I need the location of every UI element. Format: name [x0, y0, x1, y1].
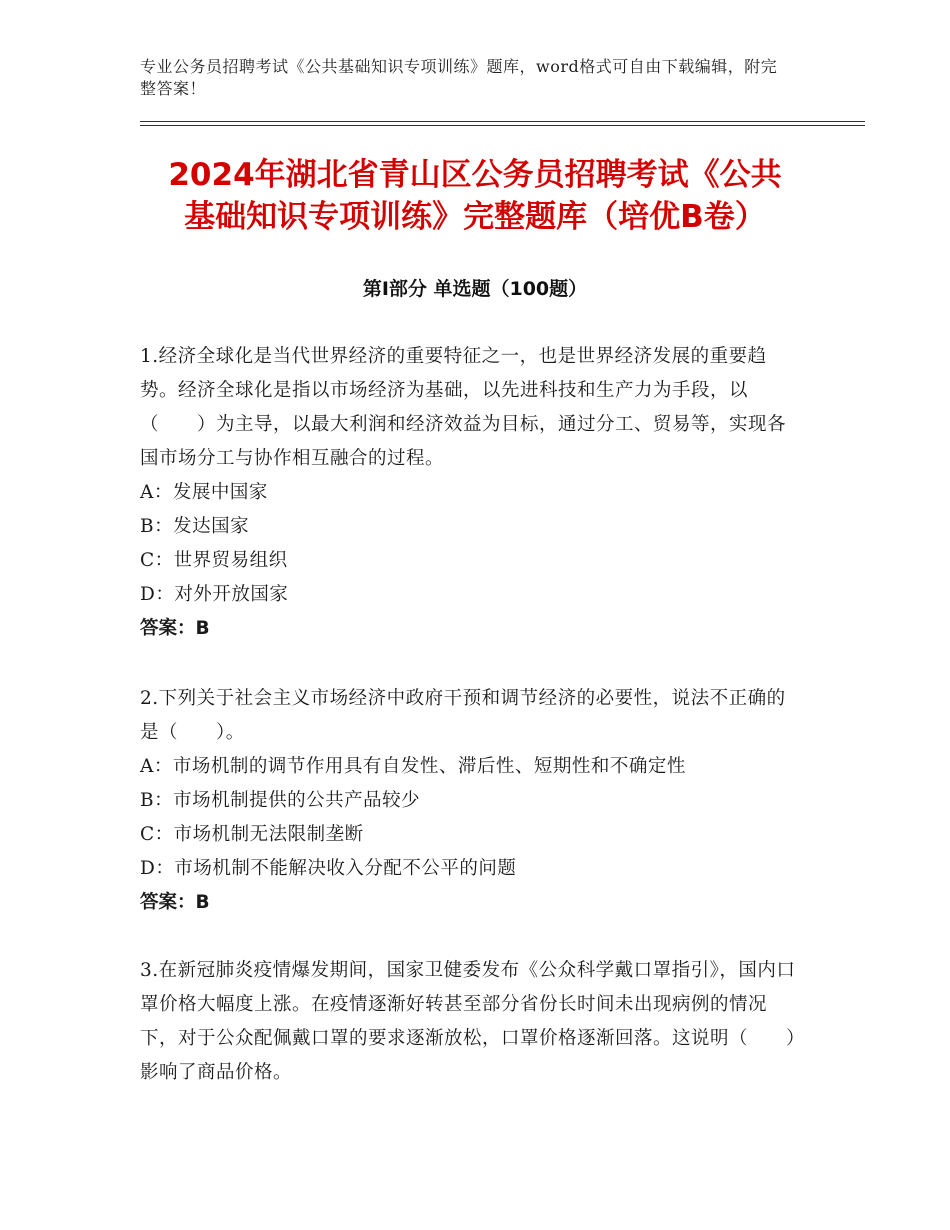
title-line-1: 2024年湖北省青山区公务员招聘考试《公共: [168, 157, 782, 193]
option-b: B：发达国家: [140, 516, 250, 537]
option-c: C：市场机制无法限制垄断: [140, 824, 364, 845]
option-c: C：世界贸易组织: [140, 550, 288, 571]
answer: 答案：B: [140, 892, 210, 913]
header-rule-top: [140, 121, 865, 122]
option-b: B：市场机制提供的公共产品较少: [140, 790, 421, 811]
question-1: [140, 340, 800, 646]
header-rule-bottom: [140, 125, 865, 126]
option-d: D：对外开放国家: [140, 584, 289, 605]
answer: 答案：B: [140, 618, 210, 639]
question-stem: 2.下列关于社会主义市场经济中政府干预和调节经济的必要性，说法不正确的是（ ）。: [140, 688, 786, 743]
question-3: [140, 954, 800, 1090]
title-line-2: 基础知识专项训练》完整题库（培优B卷）: [184, 199, 766, 235]
option-a: A：发展中国家: [140, 482, 268, 503]
option-a: A：市场机制的调节作用具有自发性、滞后性、短期性和不确定性: [140, 756, 686, 777]
option-d: D：市场机制不能解决收入分配不公平的问题: [140, 858, 517, 879]
document-title: [100, 154, 850, 238]
question-stem: 3.在新冠肺炎疫情爆发期间，国家卫健委发布《公众科学戴口罩指引》，国内口罩价格大幅度上涨。在疫情逐渐好转甚至部分省份长时间未出现病例的情况下，对于公众配佩戴口罩的要求逐渐放松，口罩价格逐渐回落。这说明（ ）影响了商品价格。: [140, 960, 796, 1083]
question-2: [140, 682, 800, 920]
header-note: 专业公务员招聘考试《公共基础知识专项训练》题库，word格式可自由下载编辑，附完整答案！: [140, 57, 778, 98]
question-stem: 1.经济全球化是当代世界经济的重要特征之一，也是世界经济发展的重要趋势。经济全球化是指以市场经济为基础，以先进科技和生产力为手段，以（ ）为主导，以最大利润和经济效益为目标，通过分工、贸易等，实现各国市场分工与协作相互融合的过程。: [140, 346, 787, 469]
section-title: 第Ⅰ部分 单选题（100题）: [362, 278, 588, 300]
